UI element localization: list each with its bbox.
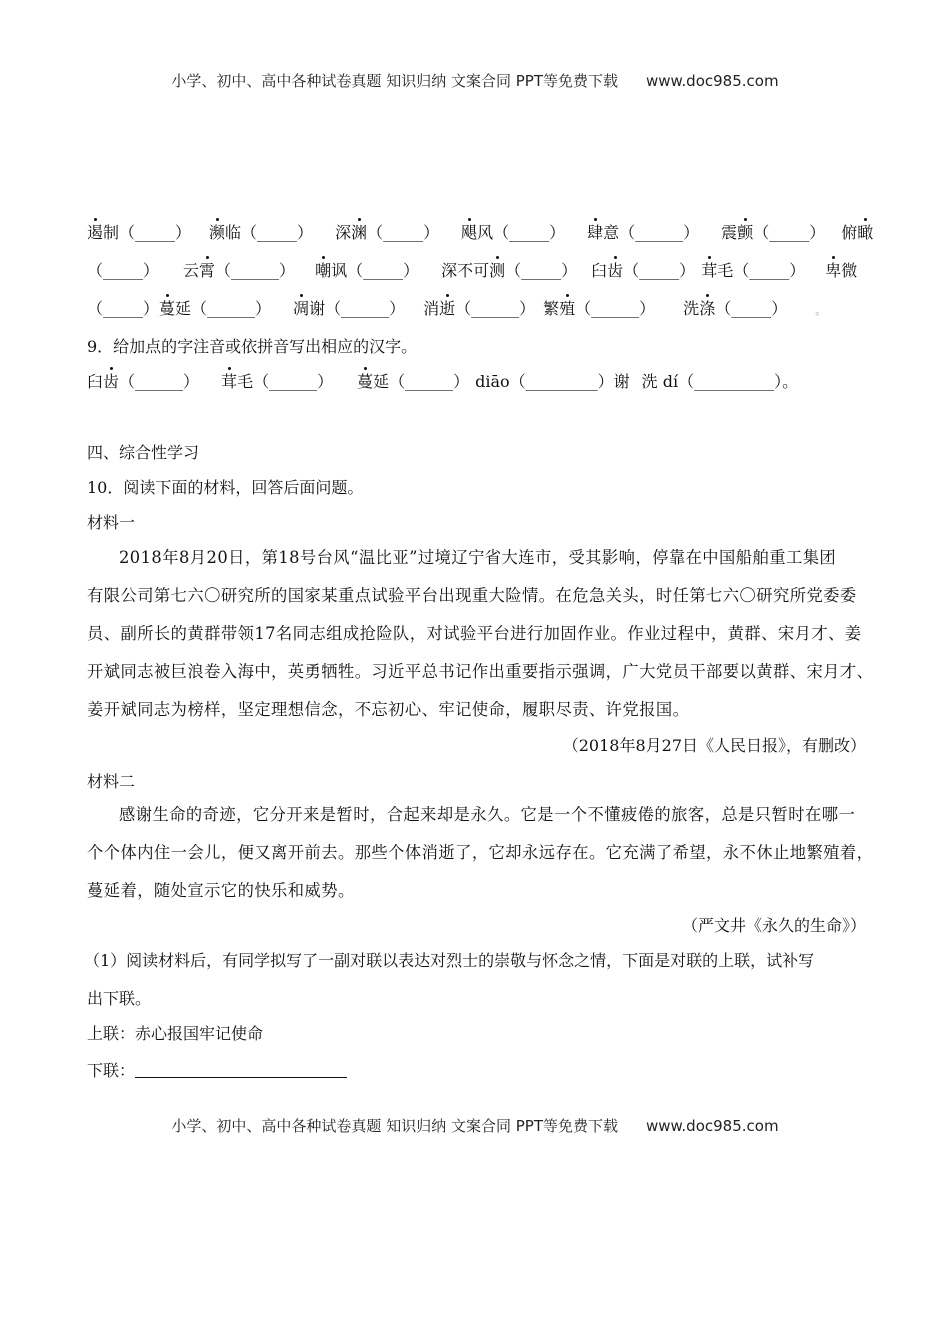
material1-line-5: 姜开斌同志为榜样，坚定理想信念，不忘初心、牢记使命，履职尽责、许党报国。 [87,700,690,719]
vocab-text: 洗 [683,299,700,318]
vocab-item-2 [183,259,295,283]
material1-line-3: 员、副所长的黄群带领17名同志组成抢险队，对试验平台进行加固作业。作业过程中，黄群、宋月才、姜 [87,624,862,643]
q9-item-2 [221,370,333,394]
material2-line-1: 感谢生命的奇迹，它分开来是暂时，合起来却是永久。它是一个不懂疲倦的旅客，总是只暂时在哪一 [119,805,856,824]
vocab-item-2 [293,297,405,321]
vocab-text: 意（______） [603,223,700,242]
vocab-text: （_____） [623,261,696,280]
vocab-text: （______） [455,299,536,318]
dotted-char: 飓 [461,221,477,245]
vocab-item-1 [87,221,191,245]
vocab-text: （______） [575,299,656,318]
vocab-text: （_____） [367,223,440,242]
footer-url: www.doc985.com [645,1117,779,1135]
dotted-char: 蔓 [159,297,175,321]
vocab-text: 谢（______） [309,299,406,318]
vocab-row-2 [87,259,857,283]
header-url: www.doc985.com [645,72,779,90]
vocab-text: 深 [335,223,352,242]
material2-line-2: 个个体内住一会儿，便又离开前去。那些个体消逝了，它却永远存在。它充满了希望，永不休止地繁殖着， [87,843,874,862]
q9-title: 9．给加点的字注音或依拼音写出相应的汉字。 [87,337,418,356]
q9-item-1 [87,370,199,394]
dotted-char: 濒 [209,221,225,245]
dotted-char: 蔓 [357,370,373,394]
vocab-item-7 [825,259,857,283]
dotted-char: 齿 [607,259,623,283]
vocab-item-4 [461,221,565,245]
section-title: 四、综合性学习 [87,443,200,462]
dotted-char: 齿 [103,370,119,394]
vocab-text: 风（_____） [477,223,566,242]
vocab-row-3 [87,297,826,323]
q9-items [87,370,798,394]
dotted-char: 测 [489,259,505,283]
dotted-char: 殖 [559,297,575,321]
vocab-text: （_____） [87,261,160,280]
vocab-item-5 [591,259,695,283]
material1-line-4: 开斌同志被巨浪卷入海中，英勇牺牲。习近平总书记作出重要指示强调，广大党员干部要以黄群、宋月才、 [87,662,874,681]
vocab-text: （_____） [505,261,578,280]
material2-line-3: 蔓延着，随处宣示它的快乐和威势。 [87,881,355,900]
vocab-text: 毛（_____） [717,261,806,280]
dotted-char: 涤 [699,297,715,321]
vocab-item-6 [701,259,805,283]
material1-label: 材料一 [87,513,136,532]
vocab-item-4 [441,259,577,283]
dotted-char: 瞰 [857,221,873,245]
vocab-item-7 [841,221,873,245]
vocab-text: （______） [215,261,296,280]
q9-item-4 [475,370,630,394]
vocab-text: 繁 [543,299,560,318]
vocab-item-1 [87,297,271,321]
vocab-text: 延（______） [175,299,272,318]
vocab-text: 临（_____） [225,223,314,242]
couplet-upper: 上联：赤心报国牢记使命 [87,1024,264,1043]
material2-label: 材料二 [87,772,136,791]
vocab-item-5 [587,221,699,245]
dotted-char: 渊 [351,221,367,245]
vocab-text: （_____） [753,223,826,242]
vocab-item-1 [87,259,159,283]
dotted-char: 茸 [701,259,717,283]
vocab-item-5 [683,297,787,321]
vocab-text: 微 [841,261,858,280]
vocab-text: 俯 [841,223,858,242]
sub1-line-1: （1）阅读材料后，有同学拟写了一副对联以表达对烈士的崇敬与怀念之情，下面是对联的上联，试补写 [84,951,815,970]
vocab-text: 制（_____） [103,223,192,242]
dotted-char: 颤 [737,221,753,245]
q9-item-5 [642,370,798,394]
vocab-text: （_____） [87,299,160,318]
page-header [0,70,950,91]
dotted-char: 茸 [221,370,237,394]
header-text: 小学、初中、高中各种试卷真题 知识归纳 文案合同 PPT等免费下载 [171,72,618,90]
dotted-char: 肆 [587,221,603,245]
material1-line-2: 有限公司第七六〇研究所的国家某重点试验平台出现重大险情。在危急关头，时任第七六〇研究所党委委 [87,586,857,605]
vocab-item-3 [423,297,535,321]
vocab-item-6 [721,221,825,245]
vocab-text: 云 [183,261,200,280]
q9-item-3 [357,370,469,394]
couplet-lower-label: 下联： [87,1061,136,1080]
vocab-text: 延（______） [373,372,470,391]
vocab-text: （______） [119,372,200,391]
couplet-lower [87,1059,347,1083]
vocab-text: 毛（______） [237,372,334,391]
dotted-char: 遏 [87,221,103,245]
material2-source: （严文井《永久的生命》） [681,916,866,935]
vocab-text: 震 [721,223,738,242]
row-end-mark: 。 [815,304,827,317]
sub1-line-2: 出下联。 [87,989,152,1008]
vocab-row-1 [87,221,873,245]
dotted-char: 霄 [199,259,215,283]
material1-source: （2018年8月27日《人民日报》，有删改） [562,736,866,755]
dotted-char: 嘲 [315,259,331,283]
dotted-char: 逝 [439,297,455,321]
dotted-char: 凋 [293,297,309,321]
footer-text: 小学、初中、高中各种试卷真题 知识归纳 文案合同 PPT等免费下载 [171,1117,618,1135]
vocab-item-4 [543,297,655,321]
vocab-text: diāo（_________）谢 [475,372,630,391]
vocab-text: 消 [423,299,440,318]
vocab-item-3 [335,221,439,245]
answer-blank[interactable] [135,1061,347,1078]
vocab-item-2 [209,221,313,245]
material1-line-1: 2018年8月20日，第18号台风“温比亚”过境辽宁省大连市，受其影响，停靠在中国船舶重工集团 [119,548,837,567]
vocab-text: 臼 [87,372,104,391]
vocab-text: 洗 dí（__________）。 [641,372,799,391]
vocab-text: 深不可 [441,261,490,280]
vocab-text: 讽（_____） [331,261,420,280]
page-footer [0,1115,950,1136]
q10-title: 10．阅读下面的材料，回答后面问题。 [87,478,364,497]
vocab-text: 臼 [591,261,608,280]
vocab-item-3 [315,259,419,283]
vocab-text: （_____） [715,299,788,318]
dotted-char: 卑 [825,259,841,283]
